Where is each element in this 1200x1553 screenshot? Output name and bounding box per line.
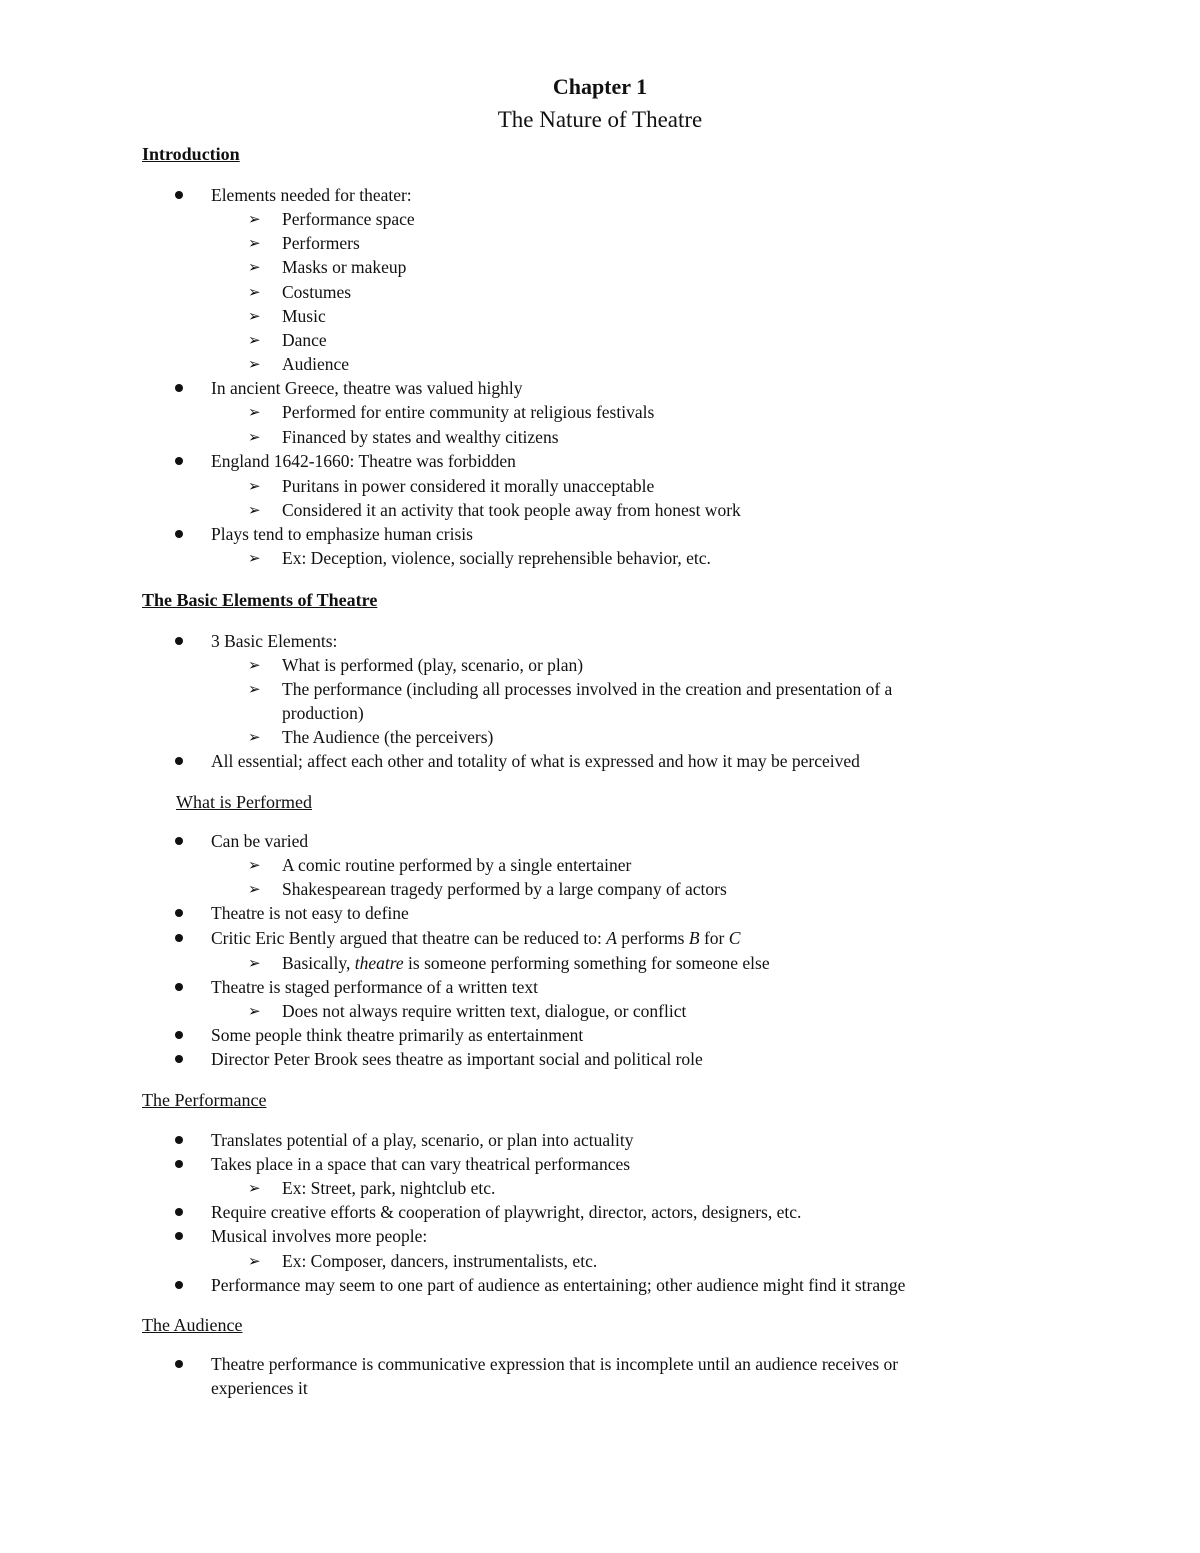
list-item: Require creative efforts & cooperation of playwright, director, actors, designers, etc.	[211, 1202, 802, 1222]
bullet-icon	[174, 1359, 184, 1369]
sub-list-item-continuation: production)	[282, 703, 364, 723]
list-item: In ancient Greece, theatre was valued highly	[211, 378, 523, 398]
arrow-bullet-icon: ➢	[248, 403, 261, 421]
chapter-subtitle: The Nature of Theatre	[497, 107, 703, 132]
sub-list-item: Performers	[282, 233, 360, 253]
sub-list-item: Financed by states and wealthy citizens	[282, 427, 559, 447]
arrow-bullet-icon: ➢	[248, 656, 261, 674]
bullet-icon	[174, 1231, 184, 1241]
arrow-bullet-icon: ➢	[248, 880, 261, 898]
sub-list-item: Performed for entire community at religious festivals	[282, 402, 655, 422]
section-heading-basic-elements: The Basic Elements of Theatre	[142, 590, 378, 610]
arrow-bullet-icon: ➢	[248, 307, 261, 325]
sub-list-item: Audience	[282, 354, 350, 374]
sub-list-item: Costumes	[282, 282, 352, 302]
bullet-icon	[174, 1135, 184, 1145]
list-item: All essential; affect each other and totality of what is expressed and how it may be perceived	[211, 751, 860, 771]
arrow-bullet-icon: ➢	[248, 501, 261, 519]
sub-list-item: A comic routine performed by a single entertainer	[282, 855, 632, 875]
list-item: Director Peter Brook sees theatre as important social and political role	[211, 1049, 703, 1069]
arrow-bullet-icon: ➢	[248, 549, 261, 567]
subsection-heading-what-is-performed: What is Performed	[176, 792, 312, 812]
arrow-bullet-icon: ➢	[248, 856, 261, 874]
sub-list-item: Considered it an activity that took people away from honest work	[282, 500, 741, 520]
list-item: Plays tend to emphasize human crisis	[211, 524, 473, 544]
bullet-icon	[174, 636, 184, 646]
arrow-bullet-icon: ➢	[248, 954, 261, 972]
list-item: 3 Basic Elements:	[211, 631, 338, 651]
bullet-icon	[174, 1207, 184, 1217]
arrow-bullet-icon: ➢	[248, 728, 261, 746]
bullet-icon	[174, 1159, 184, 1169]
list-item: Musical involves more people:	[211, 1226, 428, 1246]
arrow-bullet-icon: ➢	[248, 680, 261, 698]
bullet-icon	[174, 908, 184, 918]
sub-list-item: Ex: Composer, dancers, instrumentalists, etc.	[282, 1251, 598, 1271]
list-item: Elements needed for theater:	[211, 185, 412, 205]
sub-list-item: The Audience (the perceivers)	[282, 727, 494, 747]
bullet-icon	[174, 836, 184, 846]
list-item: Performance may seem to one part of audience as entertaining; other audience might find it strange	[211, 1275, 906, 1295]
arrow-bullet-icon: ➢	[248, 1252, 261, 1270]
arrow-bullet-icon: ➢	[248, 428, 261, 446]
subsection-heading-the-audience: The Audience	[142, 1315, 243, 1335]
sub-list-item: Music	[282, 306, 326, 326]
sub-list-item: Basically, theatre is someone performing something for someone else	[282, 953, 770, 973]
list-item: Theatre is not easy to define	[211, 903, 409, 923]
bullet-icon	[174, 756, 184, 766]
sub-list-item: The performance (including all processes involved in the creation and presentation of a	[282, 679, 893, 699]
list-item: Translates potential of a play, scenario, or plan into actuality	[211, 1130, 634, 1150]
list-item: Theatre performance is communicative expression that is incomplete until an audience receives or	[211, 1354, 899, 1374]
arrow-bullet-icon: ➢	[248, 258, 261, 276]
bullet-icon	[174, 529, 184, 539]
sub-list-item: What is performed (play, scenario, or plan)	[282, 655, 584, 675]
bullet-icon	[174, 1030, 184, 1040]
list-item: Can be varied	[211, 831, 309, 851]
list-item: England 1642-1660: Theatre was forbidden	[211, 451, 516, 471]
arrow-bullet-icon: ➢	[248, 210, 261, 228]
bullet-icon	[174, 190, 184, 200]
list-item: Critic Eric Bently argued that theatre can be reduced to: A performs B for C	[211, 928, 741, 948]
bullet-icon	[174, 456, 184, 466]
sub-list-item: Does not always require written text, dialogue, or conflict	[282, 1001, 687, 1021]
subsection-heading-the-performance: The Performance	[142, 1090, 267, 1110]
arrow-bullet-icon: ➢	[248, 355, 261, 373]
arrow-bullet-icon: ➢	[248, 331, 261, 349]
sub-list-item: Shakespearean tragedy performed by a large company of actors	[282, 879, 727, 899]
sub-list-item: Masks or makeup	[282, 257, 407, 277]
sub-list-item: Ex: Deception, violence, socially reprehensible behavior, etc.	[282, 548, 711, 568]
list-item-continuation: experiences it	[211, 1378, 308, 1398]
arrow-bullet-icon: ➢	[248, 1179, 261, 1197]
arrow-bullet-icon: ➢	[248, 477, 261, 495]
bullet-icon	[174, 1280, 184, 1290]
arrow-bullet-icon: ➢	[248, 234, 261, 252]
sub-list-item: Performance space	[282, 209, 415, 229]
sub-list-item: Puritans in power considered it morally unacceptable	[282, 476, 655, 496]
section-heading-introduction: Introduction	[142, 144, 240, 164]
arrow-bullet-icon: ➢	[248, 1002, 261, 1020]
list-item: Theatre is staged performance of a written text	[211, 977, 539, 997]
arrow-bullet-icon: ➢	[248, 283, 261, 301]
list-item: Takes place in a space that can vary theatrical performances	[211, 1154, 631, 1174]
bullet-icon	[174, 383, 184, 393]
bullet-icon	[174, 933, 184, 943]
chapter-title: Chapter 1	[552, 74, 648, 99]
bullet-icon	[174, 982, 184, 992]
sub-list-item: Dance	[282, 330, 327, 350]
list-item: Some people think theatre primarily as entertainment	[211, 1025, 584, 1045]
bullet-icon	[174, 1054, 184, 1064]
sub-list-item: Ex: Street, park, nightclub etc.	[282, 1178, 496, 1198]
